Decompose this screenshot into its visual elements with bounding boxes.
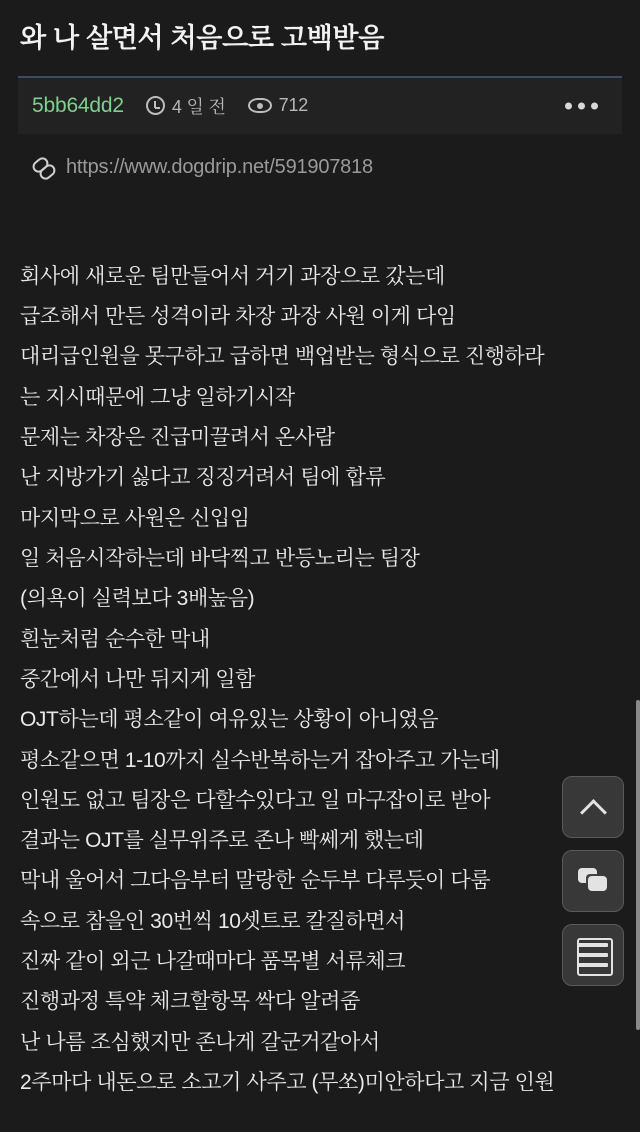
- link-icon: [32, 156, 54, 178]
- post-body-line: 인원도 없고 팀장은 다할수있다고 일 마구잡이로 받아: [20, 788, 491, 812]
- post-body-line: 회사에 새로운 팀만들어서 거기 과장으로 갔는데: [20, 264, 445, 288]
- post-meta-bar: [18, 76, 622, 134]
- post-body-line: 흰눈처럼 순수한 막내: [20, 627, 210, 651]
- post-body-line: 진짜 같이 외근 나갈때마다 품목별 서류체크: [20, 950, 406, 974]
- post-body-line: 대리급인원을 못구하고 급하면 백업받는 형식으로 진행하라: [20, 345, 545, 369]
- post-body-line: 문제는 차장은 진급미끌려서 온사람: [20, 426, 335, 449]
- post-time-label: 4 일 전: [171, 96, 226, 117]
- eye-icon: [248, 98, 272, 113]
- post-body-line: 는 지시때문에 그냥 일하기시작: [20, 385, 295, 409]
- comments-icon: [578, 868, 608, 894]
- post-body-line: 난 나름 조심했지만 존나게 갈군거같아서: [20, 1030, 380, 1054]
- list-line: [578, 953, 608, 957]
- post-body-line: 마지막으로 사원은 신입임: [20, 506, 250, 530]
- clock-icon: [146, 96, 165, 115]
- more-dot: [578, 102, 585, 109]
- post-body-line: 결과는 OJT를 실무위주로 존나 빡쎄게 했는데: [20, 829, 424, 853]
- post-body-line: 2주마다 내돈으로 소고기 사주고 (무쏘)미안하다고 지금 인원: [20, 1071, 555, 1094]
- chevron-up-icon: [582, 796, 604, 818]
- more-dot: [565, 102, 572, 109]
- post-link-row[interactable]: [0, 134, 640, 179]
- post-body-line: (의욕이 실력보다 3배높음): [20, 587, 255, 611]
- post-body-line: 막내 울어서 그다음부터 말랑한 순두부 다루듯이 다룸: [20, 869, 491, 893]
- list-line: [578, 943, 608, 947]
- post-body-line: 급조해서 만든 성격이라 차장 과장 사원 이게 다임: [20, 305, 456, 329]
- list-line: [578, 963, 608, 967]
- post-list-button[interactable]: [562, 924, 624, 986]
- post-link-url[interactable]: https://www.dogdrip.net/591907818: [66, 155, 373, 178]
- author-name[interactable]: 5bb64dd2: [32, 93, 124, 117]
- post-body-line: 중간에서 나만 뒤지게 일함: [20, 667, 256, 691]
- page-title: 와 나 살면서 처음으로 고백받음: [20, 23, 384, 53]
- post-body-line: 평소같으면 1-10까지 실수반복하는거 잡아주고 가는데: [20, 748, 500, 772]
- scroll-to-top-button[interactable]: [562, 776, 624, 838]
- post-views-label: 712: [278, 95, 309, 116]
- scrollbar-thumb[interactable]: [636, 700, 640, 1030]
- scrollbar[interactable]: [636, 0, 640, 1132]
- more-options-icon[interactable]: [557, 94, 606, 117]
- post-body-line: 속으로 참을인 30번씩 10셋트로 칼질하면서: [20, 909, 406, 933]
- more-dot: [591, 102, 598, 109]
- post-body-line: 일 처음시작하는데 바닥찍고 반등노리는 팀장: [20, 546, 420, 570]
- list-icon: [578, 943, 608, 967]
- post-body: [0, 179, 640, 1104]
- floating-action-buttons: [562, 776, 624, 986]
- post-body-line: OJT하는데 평소같이 여유있는 상황이 아니였음: [20, 708, 439, 732]
- post-body-line: 난 지방가기 싫다고 징징거려서 팀에 합류: [20, 466, 386, 490]
- comments-button[interactable]: [562, 850, 624, 912]
- post-body-line: 진행과정 특약 체크할항목 싹다 알려줌: [20, 990, 360, 1014]
- post-time: [146, 93, 226, 119]
- post-views: [248, 95, 308, 116]
